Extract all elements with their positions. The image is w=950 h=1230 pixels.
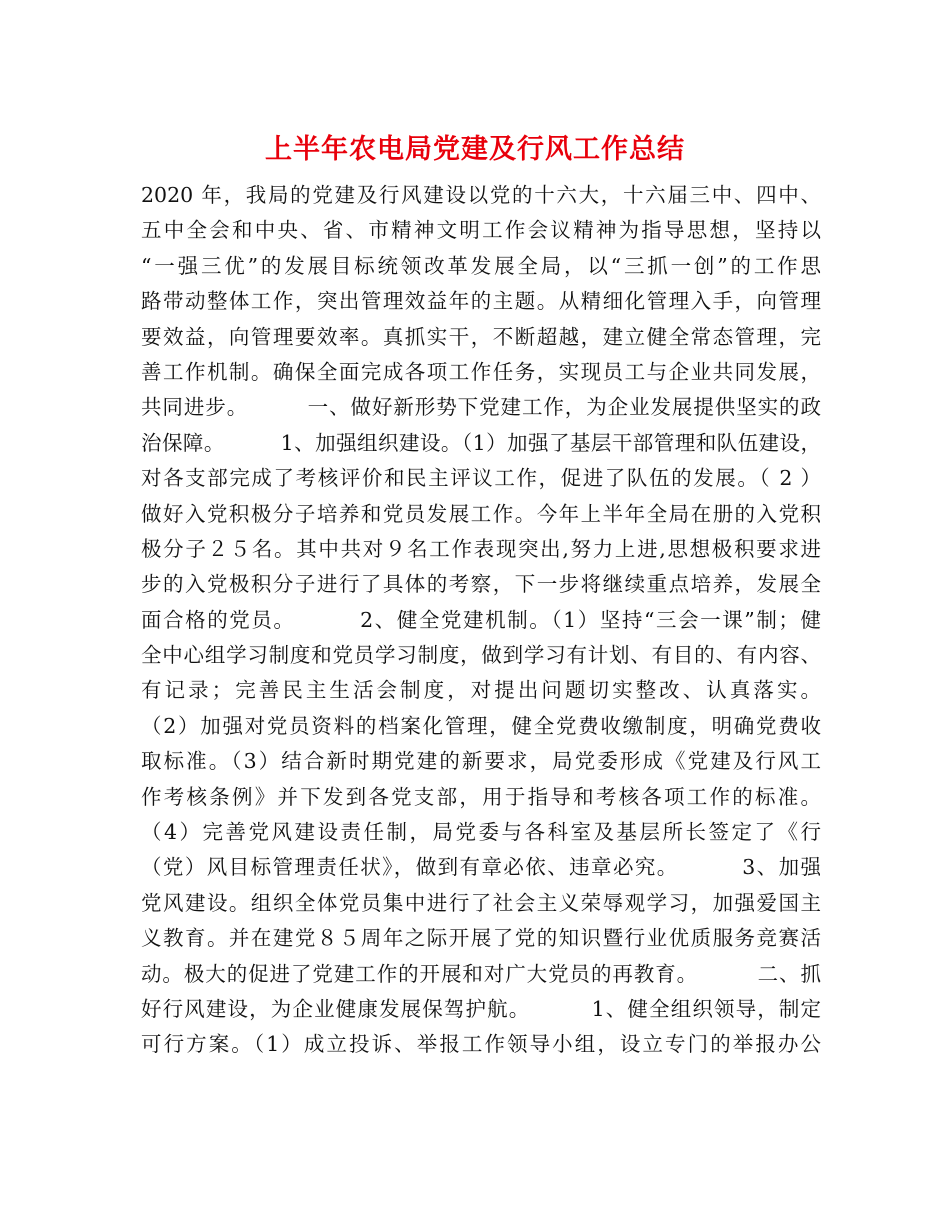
body-line: 步的入党极积分子进行了具体的考察，下一步将继续重点培养，发展全 [141, 572, 821, 597]
body-line: 极分子２５名。其中共对９名工作表现突出,努力上进,思想极积要求进 [141, 536, 821, 561]
body-line: 路带动整体工作，突出管理效益年的主题。从精细化管理入手，向管理 [141, 289, 821, 314]
body-line: 面合格的党员。 2、健全党建机制。（1）坚持“三会一课”制；健 [141, 607, 821, 632]
body-line: （2）加强对党员资料的档案化管理，健全党费收缴制度，明确党费收 [141, 713, 821, 738]
body-line: 作考核条例》并下发到各党支部，用于指导和考核各项工作的标准。 [141, 784, 821, 809]
document-title: 上半年农电局党建及行风工作总结 [265, 134, 685, 165]
body-line: 义教育。并在建党８５周年之际开展了党的知识暨行业优质服务竞赛活 [141, 926, 821, 951]
body-line: 动。极大的促进了党建工作的开展和对广大党员的再教育。 二、抓 [141, 961, 821, 986]
body-line: 对各支部完成了考核评价和民主评议工作，促进了队伍的发展。（ 2 ） [141, 466, 821, 491]
body-line: 做好入党积极分子培养和党员发展工作。今年上半年全局在册的入党积 [141, 501, 821, 526]
body-line: 好行风建设，为企业健康发展保驾护航。 1、健全组织领导，制定 [141, 996, 821, 1021]
body-line: 取标准。（3）结合新时期党建的新要求，局党委形成《党建及行风工 [141, 749, 821, 774]
body-line: 五中全会和中央、省、市精神文明工作会议精神为指导思想，坚持以 [141, 218, 821, 243]
document-body [141, 178, 821, 1063]
body-line: 要效益，向管理要效率。真抓实干，不断超越，建立健全常态管理，完 [141, 324, 821, 349]
body-line: 可行方案。（1）成立投诉、举报工作领导小组，设立专门的举报办公 [141, 1032, 821, 1057]
body-line: 治保障。 1、加强组织建设。（1）加强了基层干部管理和队伍建设， [141, 430, 821, 455]
body-line: 2020 年，我局的党建及行风建设以党的十六大，十六届三中、四中、 [141, 183, 821, 207]
body-line: “一强三优”的发展目标统领改革发展全局，以“三抓一创”的工作思 [141, 253, 821, 278]
body-line: （党）风目标管理责任状》，做到有章必依、违章必究。 3、加强 [141, 855, 821, 880]
body-line: （4）完善党风建设责任制，局党委与各科室及基层所长签定了《行 [141, 820, 821, 845]
body-line: 善工作机制。确保全面完成各项工作任务，实现员工与企业共同发展， [141, 359, 821, 384]
body-line: 党风建设。组织全体党员集中进行了社会主义荣辱观学习，加强爱国主 [141, 890, 821, 915]
body-line: 全中心组学习制度和党员学习制度，做到学习有计划、有目的、有内容、 [141, 643, 821, 668]
body-line: 有记录；完善民主生活会制度，对提出问题切实整改、认真落实。 [141, 678, 821, 703]
body-line: 共同进步。 一、做好新形势下党建工作，为企业发展提供坚实的政 [141, 395, 821, 420]
